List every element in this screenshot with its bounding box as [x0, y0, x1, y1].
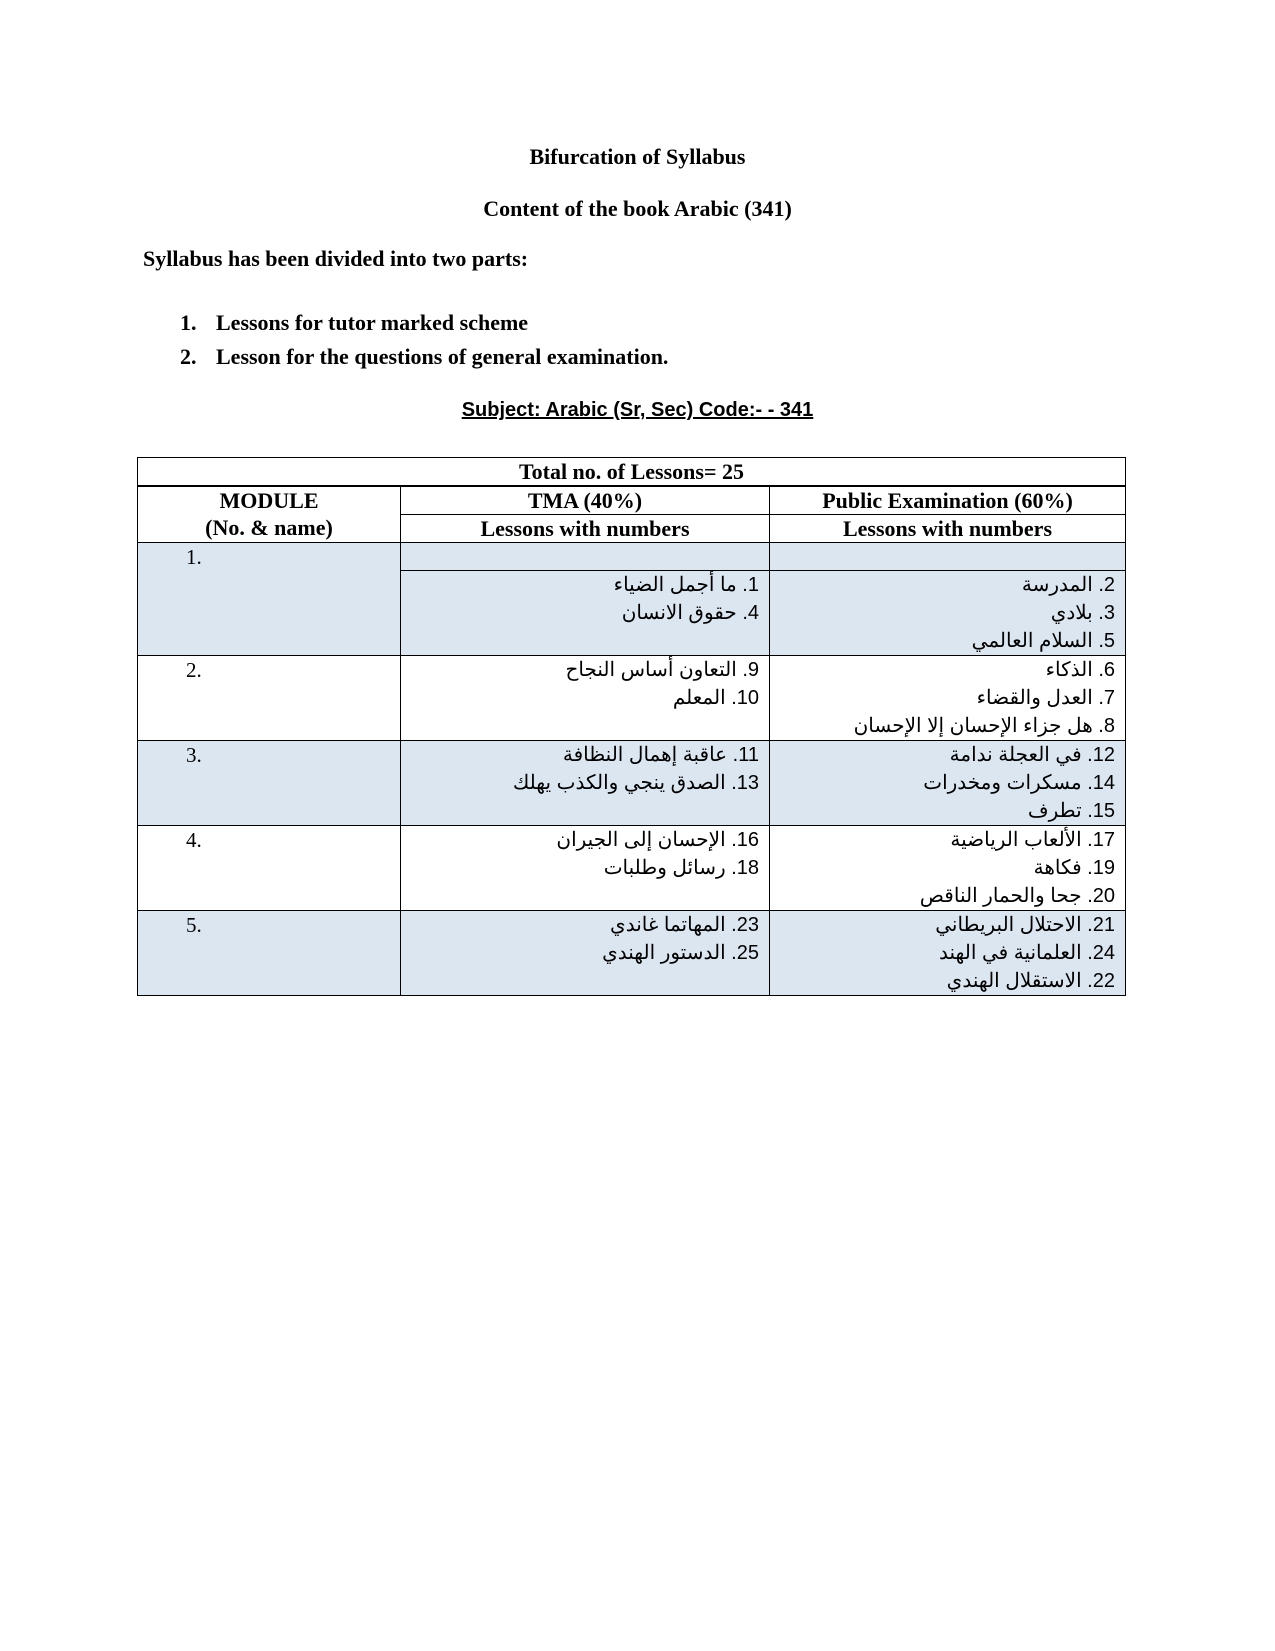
- public-lessons: [770, 656, 1126, 741]
- lesson-item: 8. هل جزاء الإحسان إلا الإحسان: [853, 715, 1115, 737]
- lesson-item: 22. الاستقلال الهندي: [946, 970, 1115, 992]
- empty-cell: [401, 543, 770, 571]
- lesson-item: 19. فكاهة: [1033, 857, 1115, 879]
- lesson-item: 24. العلمانية في الهند: [938, 942, 1115, 964]
- tma-lessons: [401, 571, 770, 656]
- public-lessons: [770, 826, 1126, 911]
- table-row: [138, 911, 1126, 996]
- module-header-sub: (No. & name): [205, 515, 333, 540]
- lesson-item: 6. الذكاء: [1045, 659, 1115, 681]
- tma-lessons: [401, 911, 770, 996]
- module-label: 2.: [186, 658, 202, 682]
- tma-lessons: [401, 826, 770, 911]
- public-subheader: Lessons with numbers: [770, 515, 1126, 543]
- module-header: [138, 486, 401, 543]
- lesson-item: 4. حقوق الانسان: [621, 602, 759, 624]
- lesson-item: 10. المعلم: [672, 687, 759, 709]
- module-number: [138, 826, 401, 911]
- lesson-item: 17. الألعاب الرياضية: [950, 829, 1115, 851]
- lesson-item: 25. الدستور الهندي: [602, 942, 759, 964]
- lesson-item: 14. مسكرات ومخدرات: [923, 772, 1115, 794]
- module-label: 4.: [186, 828, 202, 852]
- list-item: [180, 310, 668, 344]
- module-number: [138, 911, 401, 996]
- tma-header: TMA (40%): [401, 486, 770, 515]
- module-label: 1.: [186, 545, 202, 569]
- module-number: [138, 656, 401, 741]
- lesson-item: 23. المهاتما غاندي: [610, 914, 759, 936]
- public-header: Public Examination (60%): [770, 486, 1126, 515]
- document-title: Bifurcation of Syllabus: [529, 144, 746, 169]
- tma-subheader: Lessons with numbers: [401, 515, 770, 543]
- item-number: 1.: [180, 310, 197, 335]
- lesson-item: 9. التعاون أساس النجاح: [565, 659, 759, 681]
- lesson-item: 1. ما أجمل الضياء: [613, 574, 759, 596]
- tma-lessons: [401, 656, 770, 741]
- subject-heading: Subject: Arabic (Sr, Sec) Code:- - 341: [461, 399, 814, 421]
- empty-cell: [770, 543, 1126, 571]
- lesson-item: 15. تطرف: [1027, 800, 1115, 822]
- table-row: [138, 543, 1126, 571]
- lesson-item: 7. العدل والقضاء: [976, 687, 1115, 709]
- lesson-item: 11. عاقبة إهمال النظافة: [562, 744, 759, 766]
- list-item: [180, 344, 668, 378]
- module-label: 5.: [186, 913, 202, 937]
- item-text: Lesson for the questions of general examination.: [216, 344, 669, 369]
- module-header-label: MODULE: [219, 488, 319, 513]
- lesson-item: 20. جحا والحمار الناقص: [919, 885, 1115, 907]
- lesson-item: 12. في العجلة ندامة: [949, 744, 1115, 766]
- module-label: 3.: [186, 743, 202, 767]
- lesson-item: 3. بلادي: [1050, 602, 1115, 624]
- public-lessons: [770, 571, 1126, 656]
- lesson-item: 16. الإحسان إلى الجيران: [556, 829, 759, 851]
- table-row: [138, 741, 1126, 826]
- tma-lessons: [401, 741, 770, 826]
- lesson-item: 13. الصدق ينجي والكذب يهلك: [512, 772, 759, 794]
- module-number: [138, 543, 401, 656]
- module-number: [138, 741, 401, 826]
- lesson-item: 2. المدرسة: [1021, 574, 1115, 596]
- document-subtitle: Content of the book Arabic (341): [483, 196, 792, 221]
- intro-text: Syllabus has been divided into two parts:: [143, 246, 529, 271]
- public-lessons: [770, 911, 1126, 996]
- parts-list: [180, 310, 668, 378]
- table-row: [138, 656, 1126, 741]
- lesson-item: 21. الاحتلال البريطاني: [935, 914, 1115, 936]
- public-lessons: [770, 741, 1126, 826]
- lesson-item: 18. رسائل وطلبات: [603, 857, 759, 879]
- syllabus-table: [137, 457, 1126, 996]
- lesson-item: 5. السلام العالمي: [971, 630, 1115, 652]
- total-lessons: Total no. of Lessons= 25: [138, 458, 1126, 487]
- item-number: 2.: [180, 344, 197, 369]
- item-text: Lessons for tutor marked scheme: [216, 310, 529, 335]
- table-row: [138, 826, 1126, 911]
